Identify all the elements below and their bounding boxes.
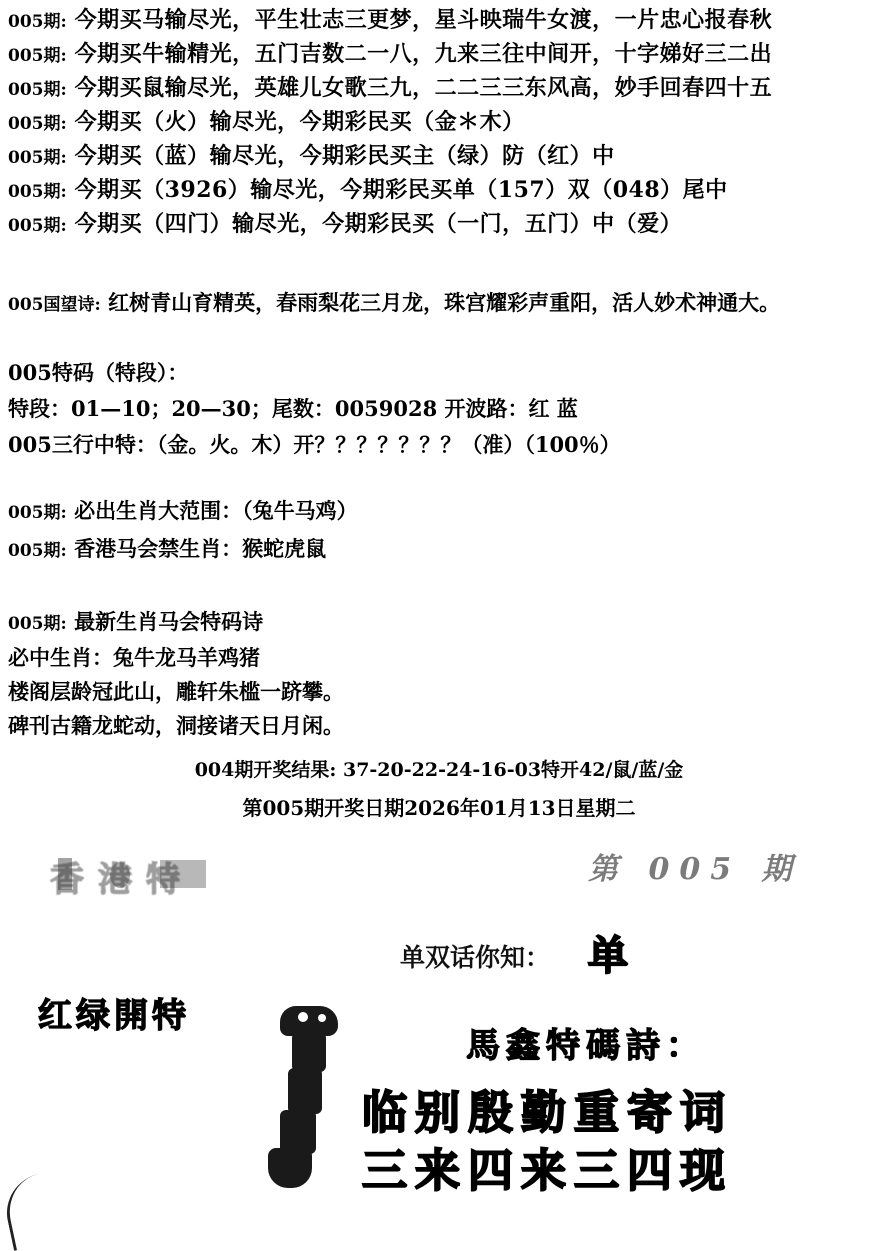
special-three-line: 005三行中特：（金。火。木）开？？？？？？？（准）（100％） [8, 432, 621, 457]
zodiac-block [8, 496, 870, 566]
verse-row [8, 208, 868, 242]
zodiac-forbidden-text: 香港马会禁生肖：猴蛇虎鼠 [74, 536, 327, 561]
verse-row [8, 106, 868, 140]
smudge-mark [160, 860, 206, 888]
odd-even-value: 单 [588, 932, 628, 979]
verse-label: 005期: [8, 148, 67, 168]
verse-text: 今期买（3926）输尽光，今期彩民买单（157）双（048）尾中 [74, 177, 728, 203]
verse-label: 005期: [8, 12, 67, 32]
odd-even-label: 单双话你知： [400, 943, 551, 972]
wangshi-poem-block [8, 288, 870, 320]
wangshi-poem-label: 005国望诗: [8, 295, 101, 315]
special-code-block [8, 358, 870, 460]
verse-label: 005期: [8, 182, 67, 202]
page-corner-mark [0, 1167, 85, 1251]
verse-row [8, 38, 868, 72]
horse-poem-title: 馬鑫特碼詩： [466, 1026, 706, 1066]
verse-text: 今期买牛输精光，五门吉数二一八，九来三往中间开，十字娣好三二出 [74, 41, 773, 67]
snake-ink-blob [262, 1006, 340, 1188]
top-left-smudge-text: 香港特 [50, 860, 194, 900]
latest-poem-line-1: 楼阁层龄冠此山，雕轩朱槛一跻攀。 [8, 679, 344, 704]
special-code-range: 特段：01—10；20—30；尾数：0059028 开波路：红 蓝 [8, 396, 578, 421]
verse-text: 今期买马输尽光，平生壮志三更梦，星斗映瑞牛女渡，一片忠心报春秋 [74, 7, 773, 33]
verse-block [8, 4, 868, 242]
verse-text: 今期买（火）输尽光，今期彩民买（金＊木） [74, 109, 525, 135]
verse-row [8, 4, 868, 38]
zodiac-forbidden-label: 005期: [8, 541, 67, 561]
verse-label: 005期: [8, 114, 67, 134]
wangshi-poem-row [8, 288, 870, 320]
verse-row [8, 140, 868, 174]
latest-poem-label: 005期: [8, 614, 67, 634]
issue-number-script: 第 005 期 [588, 852, 802, 887]
verse-label: 005期: [8, 80, 67, 100]
latest-poem-block [8, 607, 870, 741]
special-code-title: 005特码（特段）： [8, 360, 189, 385]
smudge-mark [110, 862, 130, 888]
zodiac-range-label: 005期: [8, 503, 67, 523]
must-hit-zodiac: 必中生肖：兔牛龙马羊鸡猪 [8, 645, 260, 670]
latest-poem-title: 最新生肖马会特码诗 [74, 609, 264, 634]
wangshi-poem-text: 红树青山育精英，春雨梨花三月龙，珠宫耀彩声重阳，活人妙术神通大。 [108, 290, 781, 315]
verse-row [8, 72, 868, 106]
verse-label: 005期: [8, 216, 67, 236]
verse-text: 今期买（蓝）输尽光，今期彩民买主（绿）防（红）中 [74, 143, 615, 169]
latest-poem-title-row [8, 607, 870, 639]
current-draw-date: 第005期开奖日期2026年01月13日星期二 [242, 796, 636, 820]
verse-label: 005期: [8, 46, 67, 66]
horse-poem-line-2: 三来四来三四现 [362, 1144, 734, 1197]
smudge-mark [58, 858, 72, 890]
stamped-artwork-zone [0, 838, 875, 1238]
red-green-special: 红绿開特 [38, 996, 190, 1036]
latest-poem-line-2: 碑刊古籍龙蛇动，洞接诸天日月闲。 [8, 713, 344, 738]
verse-text: 今期买鼠输尽光，英雄儿女歌三九，二二三三东风高，妙手回春四十五 [74, 75, 773, 101]
verse-row [8, 174, 868, 208]
zodiac-range-row [8, 496, 870, 528]
results-block [8, 755, 870, 823]
previous-draw-result: 004期开奖结果: 37-20-22-24-16-03特开42/鼠/蓝/金 [194, 759, 684, 781]
zodiac-range-text: 必出生肖大范围：（兔牛马鸡） [74, 498, 358, 523]
verse-text: 今期买（四门）输尽光，今期彩民买（一门，五门）中（爱） [74, 211, 683, 237]
zodiac-forbidden-row [8, 534, 870, 566]
horse-poem-line-1: 临别殷勤重寄词 [362, 1086, 734, 1139]
